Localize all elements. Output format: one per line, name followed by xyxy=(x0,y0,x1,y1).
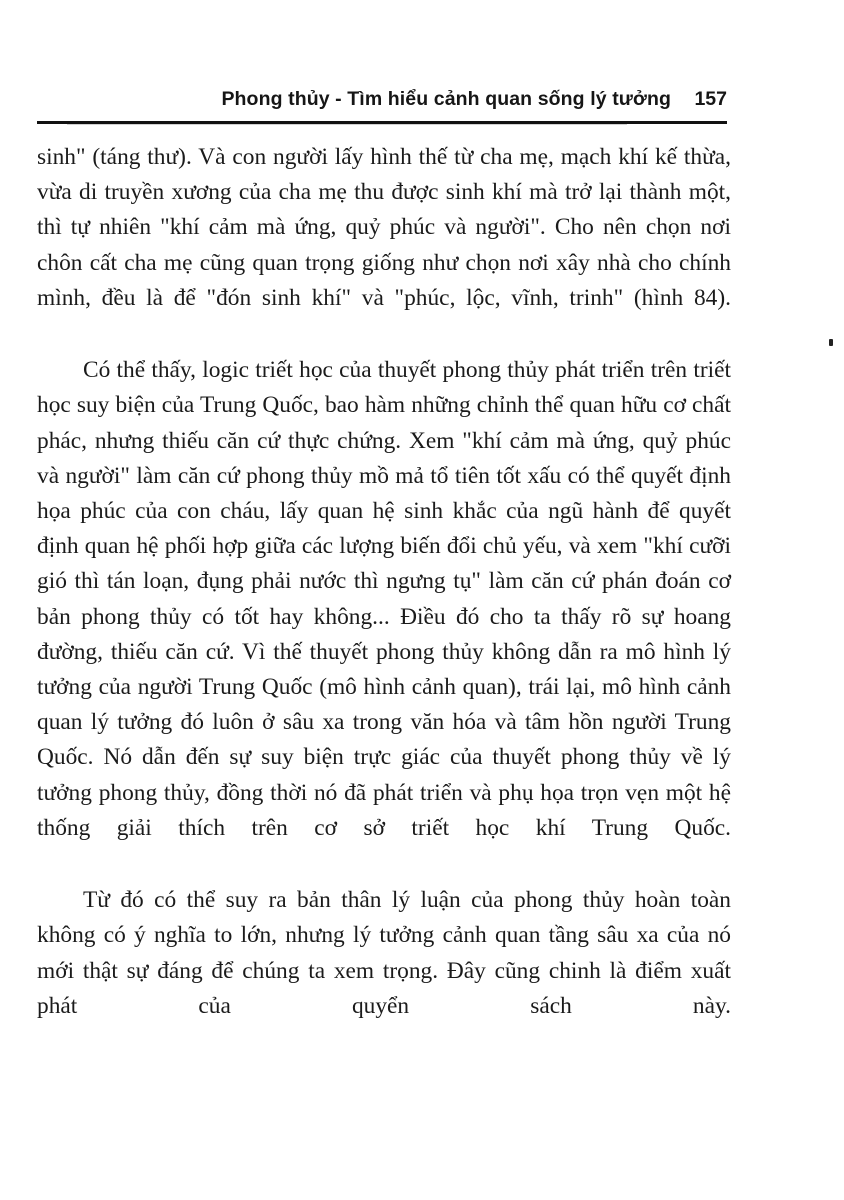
header-divider-rule xyxy=(37,121,727,124)
header-title: Phong thủy - Tìm hiểu cảnh quan sống lý tưởng xyxy=(221,88,671,110)
paragraph-2: Có thể thấy, logic triết học của thuyết phong thủy phát triển trên triết học suy biện của Trung Quốc, bao hàm những chỉnh thể quan hữu cơ chất phác, nhưng thiếu căn cứ thực chứng. Xem "khí cảm mà ứng, quỷ phúc và người" làm căn cứ phong thủy mồ mả tổ tiên tốt xấu có thể quyết định họa phúc của con cháu, lấy quan hệ sinh khắc của ngũ hành để quyết định quan hệ phối hợp giữa các lượng biến đổi chủ yếu, và xem "khí cưỡi gió thì tán loạn, đụng phải nước thì ngưng tụ" làm căn cứ phán đoán cơ bản phong thủy có tốt hay không... Điều đó cho ta thấy rõ sự hoang đường, thiếu căn cứ. Vì thế thuyết phong thủy không dẫn ra mô hình lý tưởng của người Trung Quốc (mô hình cảnh quan), trái lại, mô hình cảnh quan lý tưởng đó luôn ở sâu xa trong văn hóa và tâm hồn người Trung Quốc. Nó dẫn đến sự suy biện trực giác của thuyết phong thủy về lý tưởng phong thủy, đồng thời nó đã phát triển và phụ họa trọn vẹn một hệ thống giải thích trên cơ sở triết học khí Trung Quốc. xyxy=(37,357,731,841)
body-text-column xyxy=(37,140,731,1059)
paragraph-3: Từ đó có thể suy ra bản thân lý luận của phong thủy hoàn toàn không có ý nghĩa to lớn, nhưng lý tưởng cảnh quan tầng sâu xa của nó mới thật sự đáng để chúng ta xem trọng. Đây cũng chinh là điểm xuất phát của quyển sách này. xyxy=(37,887,731,1019)
running-header xyxy=(37,88,727,111)
paragraph-1: sinh" (táng thư). Và con người lấy hình thế từ cha mẹ, mạch khí kế thừa, vừa di truyền xương của cha mẹ thu được sinh khí mà trở lại thành một, thì tự nhiên "khí cảm mà ứng, quỷ phúc và người". Cho nên chọn nơi chôn cất cha mẹ cũng quan trọng giống như chọn nơi xây nhà cho chính mình, đều là để "đón sinh khí" và "phúc, lộc, vĩnh, trinh" (hình 84). xyxy=(37,144,731,311)
scan-artifact-speck xyxy=(829,339,833,346)
page-number: 157 xyxy=(694,88,727,110)
